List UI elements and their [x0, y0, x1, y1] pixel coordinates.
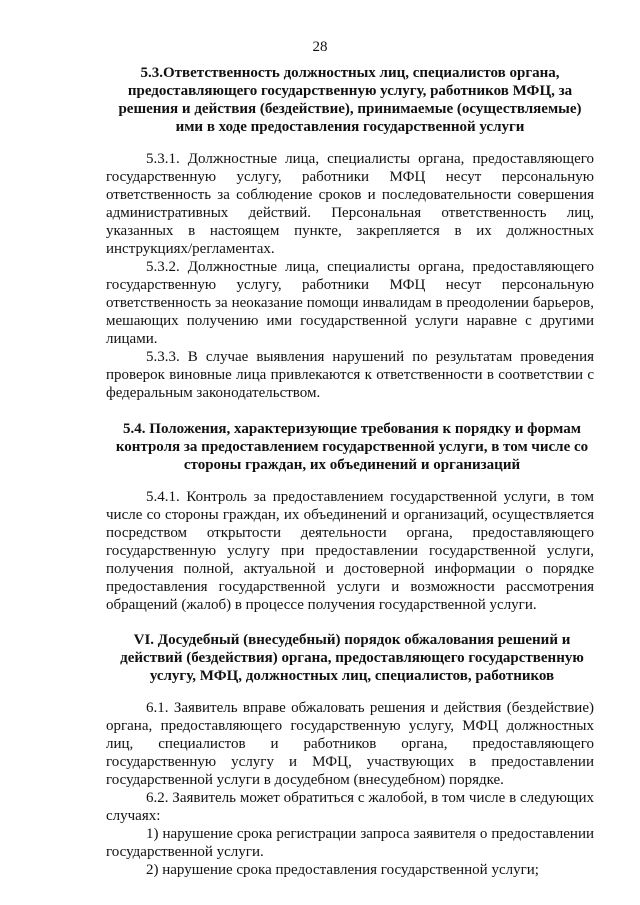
list-item-2: 2) нарушение срока предоставления государственной услуги;: [146, 862, 539, 878]
page-number: 28: [312, 39, 328, 55]
list-item-1: 1) нарушение срока регистрации запроса заявителя о предоставлении государственной услуги.: [106, 826, 594, 860]
section-5-4-heading: 5.4. Положения, характеризующие требования к порядку и формам контроля за предоставлением государственной услуги, в том числе со стороны граждан, их объединений и организаций: [115, 421, 589, 473]
paragraph-5-3-1: 5.3.1. Должностные лица, специалисты органа, предоставляющего государственную услугу, работники МФЦ несут персональную ответственность за соблюдение сроков и последовательности совершения административных действий. Персональная ответственность лиц, указанных в настоящем пункте, закрепляется в их должностных инструкциях/регламентах.: [106, 151, 594, 257]
paragraph-5-4-1: 5.4.1. Контроль за предоставлением государственной услуги, в том числе со стороны граждан, их объединений и организаций, осуществляется посредством открытости деятельности органа, предоставляющего государственную услугу при предоставлении государственной услуги, получения полной, актуальной и достоверной информации о порядке предоставления государственной услуги и возможности рассмотрения обращений (жалоб) в процессе получения государственной услуги.: [106, 489, 594, 613]
section-5-3-heading: 5.3.Ответственность должностных лиц, специалистов органа, предоставляющего государственную услугу, работников МФЦ, за решения и действия (бездействие), принимаемые (осуществляемые) ими в ходе предоставления государственной услуги: [118, 65, 582, 135]
paragraph-6-1: 6.1. Заявитель вправе обжаловать решения и действия (бездействие) органа, предоставляющего государственную услугу, МФЦ должностных лиц, специалистов и работников органа, предоставляющего государственную услугу и МФЦ, участвующих в предоставлении государственной услуги в досудебном (внесудебном) порядке.: [106, 700, 594, 788]
page-content: [106, 64, 594, 879]
paragraph-5-3-3: 5.3.3. В случае выявления нарушений по результатам проведения проверок виновные лица привлекаются к ответственности в соответствии с федеральным законодательством.: [106, 349, 594, 401]
paragraph-6-2: 6.2. Заявитель может обратиться с жалобой, в том числе в следующих случаях:: [106, 790, 594, 824]
paragraph-5-3-2: 5.3.2. Должностные лица, специалисты органа, предоставляющего государственную услугу, работники МФЦ несут персональную ответственность за неоказание помощи инвалидам в преодолении барьеров, мешающих получению ими государственной услуги наравне с другими лицами.: [106, 259, 594, 347]
section-6-heading: VI. Досудебный (внесудебный) порядок обжалования решений и действий (бездействия) органа, предоставляющего государственную услугу, МФЦ, должностных лиц, специалистов, работников: [120, 632, 584, 684]
